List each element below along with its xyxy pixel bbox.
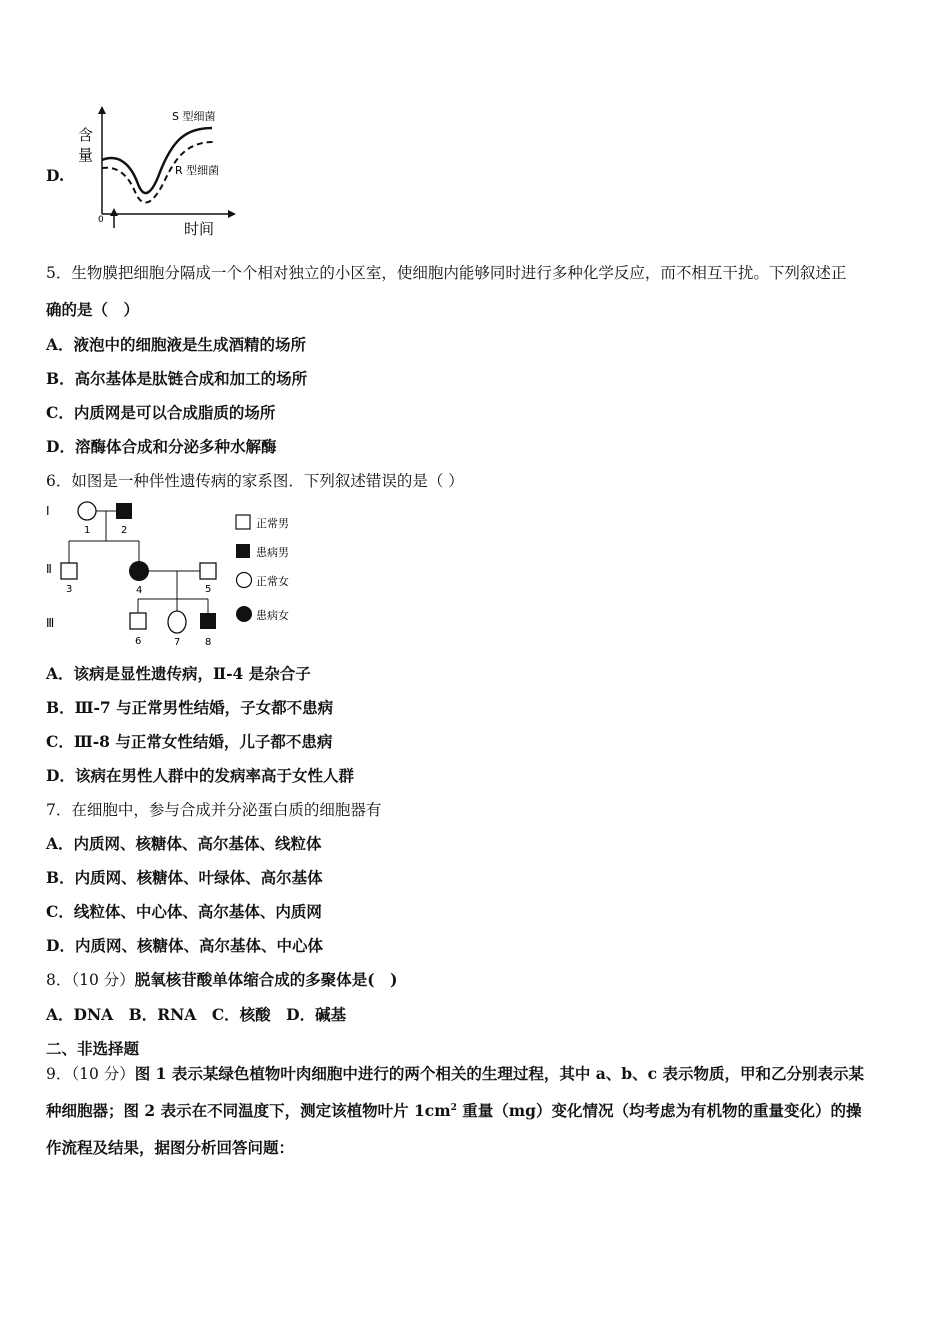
q6-option-c: C．Ⅲ-8 与正常女性结婚，儿子都不患病 (46, 732, 333, 751)
individual-4-affected-female (129, 561, 149, 581)
svg-text:6: 6 (135, 636, 142, 647)
legend-affected-female: 患病女 (256, 609, 289, 622)
q7-option-d: D．内质网、核糖体、高尔基体、中心体 (46, 936, 323, 955)
q5-option-b: B．高尔基体是肽链合成和加工的场所 (46, 369, 308, 388)
q5-option-a: A．液泡中的细胞液是生成酒精的场所 (46, 335, 307, 354)
q6-stem: 6．如图是一种伴性遗传病的家系图．下列叙述错误的是（ ） (46, 472, 464, 490)
individual-7-normal-female (168, 611, 186, 633)
individual-2-affected-male (116, 503, 132, 519)
legend-affected-male-icon (236, 544, 250, 558)
r-curve-label: R 型细菌 (175, 164, 220, 177)
s-curve (102, 128, 212, 193)
option-d-label: D. (46, 166, 65, 185)
q8-options: A．DNA B．RNA C．核酸 D．碱基 (46, 1005, 347, 1024)
legend-normal-female-icon (237, 573, 252, 588)
q6-option-a: A．该病是显性遗传病，Ⅱ-4 是杂合子 (46, 664, 311, 683)
svg-text:7: 7 (174, 637, 181, 648)
q9-line2: 种细胞器；图 2 表示在不同温度下，测定该植物叶片 $1cm^2$ 重量（mg）变化情况（均考虑为有机物的重量变化）的操 (46, 1101, 862, 1120)
q7-option-a: A．内质网、核糖体、高尔基体、线粒体 (46, 834, 322, 853)
q9-line1: 9．（10 分）图 1 表示某绿色植物叶肉细胞中进行的两个相关的生理过程，其中 a、b、c 表示物质，甲和乙分别表示某 (46, 1064, 864, 1083)
pedigree-chart (40, 493, 310, 659)
x-axis-label: 时间 (184, 220, 215, 238)
y-axis-label-1: 含 (78, 126, 94, 144)
q6-option-d: D．该病在男性人群中的发病率高于女性人群 (46, 766, 354, 785)
individual-8-affected-male (200, 613, 216, 629)
origin-label: 0 (98, 215, 104, 225)
svg-text:1: 1 (84, 525, 91, 536)
q5-option-c: C．内质网是可以合成脂质的场所 (46, 403, 276, 422)
legend-affected-male: 患病男 (256, 546, 289, 559)
q6-option-b: B．Ⅲ-7 与正常男性结婚，子女都不患病 (46, 698, 334, 717)
individual-6-normal-male (130, 613, 146, 629)
s-curve-label: S 型细菌 (172, 110, 216, 123)
q5-option-d: D．溶酶体合成和分泌多种水解酶 (46, 437, 277, 456)
individual-3-normal-male (61, 563, 77, 579)
legend-affected-female-icon (236, 606, 252, 622)
legend-normal-male-icon (236, 515, 250, 529)
q7-option-c: C．线粒体、中心体、高尔基体、内质网 (46, 902, 322, 921)
q7-option-b: B．内质网、核糖体、叶绿体、高尔基体 (46, 868, 323, 887)
svg-text:2: 2 (121, 525, 128, 536)
y-axis-label-2: 量 (78, 146, 94, 164)
legend-normal-male: 正常男 (256, 517, 289, 530)
q8-stem: 8．（10 分）脱氧核苷酸单体缩合成的多聚体是( ) (46, 970, 398, 989)
individual-5-normal-male (200, 563, 216, 579)
svg-text:8: 8 (205, 637, 212, 648)
svg-text:5: 5 (205, 584, 212, 595)
q9-line3: 作流程及结果，据图分析回答问题： (46, 1138, 295, 1157)
generation-1-label: Ⅰ (46, 504, 50, 518)
bacteria-content-graph (72, 102, 242, 244)
generation-3-label: Ⅲ (46, 616, 55, 630)
q7-stem: 7．在细胞中，参与合成并分泌蛋白质的细胞器有 (46, 801, 382, 819)
legend-normal-female: 正常女 (256, 575, 289, 588)
svg-text:4: 4 (136, 585, 143, 596)
q5-stem-line1: 5．生物膜把细胞分隔成一个个相对独立的小区室，使细胞内能够同时进行多种化学反应，而不相互干扰。下列叙述正 (46, 264, 847, 282)
q5-stem-line2: 确的是（ ） (46, 300, 140, 319)
generation-2-label: Ⅱ (46, 562, 52, 576)
svg-text:3: 3 (66, 584, 73, 595)
section-title: 二、非选择题 (46, 1039, 140, 1058)
individual-1-normal-female (78, 502, 96, 520)
